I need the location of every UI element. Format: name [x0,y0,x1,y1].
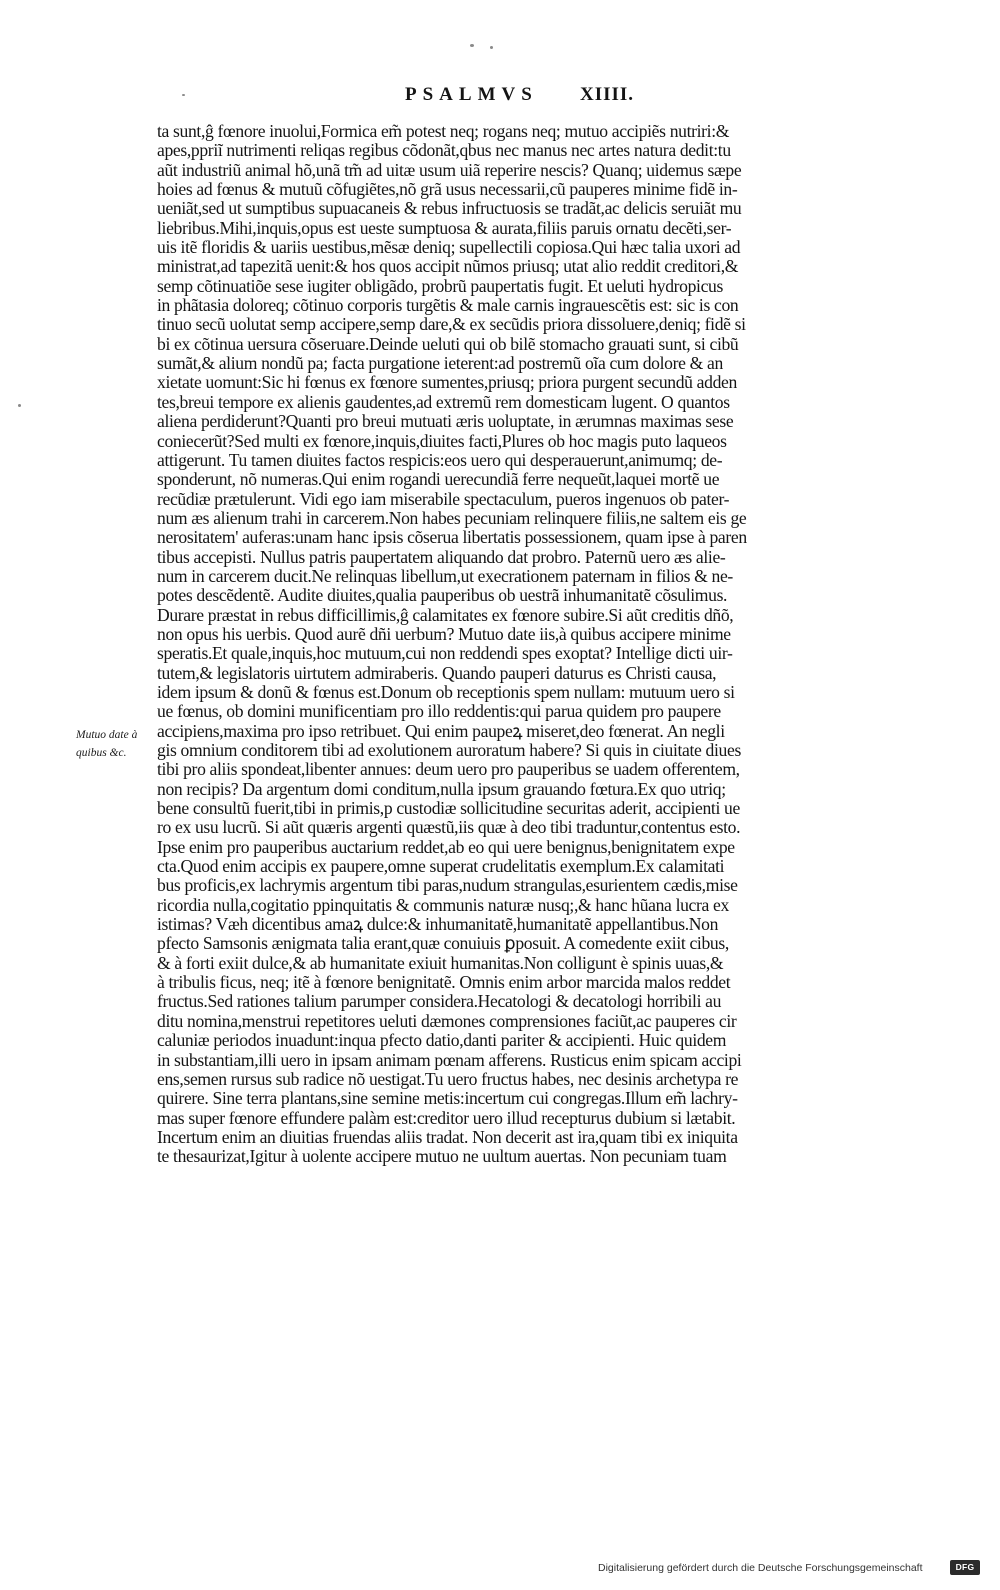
text-line: in phãtasia doloreq; cõtinuo corporis turgẽtis & male carnis ingrauescẽtis est: sic is con [157,296,739,316]
text-line: coniecerũt?Sed multi ex fœnore,inquis,diuites facti,Plures ob hoc magis puto laqueos [157,431,727,451]
text-line: uis itẽ floridis & uariis uestibus,mẽsæ deniq; supellectili copiosa.Qui hæc talia uxori ad [157,238,741,258]
scan-speck [470,44,474,47]
text-line: Incertum enim an diuitias fruendas aliis tradat. Non decerit ast ira,quam tibi ex iniquita [157,1127,738,1147]
text-line: tes,breui tempore ex alienis gaudentes,ad extremũ rem domesticam lugent. O quantos [157,392,730,412]
running-title: PSALMVS [405,84,538,105]
text-line: liebribus.Mihi,inquis,opus est ueste sumptuosa & aurata,filiis paruis ornatu decẽti,ser- [157,218,732,238]
text-line: tutem,& legislatoris uirtutem admiraberis. Quando pauperi daturus es Christi causa, [157,663,717,683]
text-line: recũdiæ prætulerunt. Vidi ego iam miserabile spectaculum, pueros ingenuos ob pater- [157,489,730,509]
marginal-note-line: Mutuo date à [76,729,138,741]
scan-speck [182,94,185,96]
text-line: sumãt,& alium nondũ pa; facta purgatione ieterent:ad postremũ oĩa cum dolore & an [157,354,723,374]
text-line: sponderunt, nõ numeras.Qui enim rogandi uerecundiã ferre nequeũt,laquei mortẽ ue [157,470,720,490]
text-line: ricordia nulla,cogitatio ppinquitatis & communis naturæ nusq;,& hanc hũana lucra ex [157,895,729,915]
text-line: Durare præstat in rebus difficillimis,ĝ calamitates ex fœnore subire.Si aũt creditis dñõ, [157,605,734,625]
text-line: ens,semen rursus sub radice nõ uestigat.Tu uero fructus habes, nec desinis archetypa re [157,1069,739,1089]
marginal-note [76,726,158,762]
text-line: hoies ad fœnus & mutuũ cõfugiẽtes,nõ grã usus necessarii,cũ pauperes minime fidẽ in- [157,180,738,200]
text-line: Ipse enim pro pauperibus auctarium reddet,ab eo qui uere benignus,benignitatem expe [157,837,735,857]
text-line: num æs alienum trahi in carcerem.Non habes pecuniam relinquere filiis,ne saltem eis ge [157,508,747,528]
text-line: ueniãt,sed ut sumptibus supuacaneis & rebus infructuosis se tradãt,ac delicis seruiãt mu [157,199,742,219]
text-line: bus proficis,ex lachrymis argentum tibi paras,nudum strangulas,esurientem cædis,mise [157,876,738,896]
digitization-credit: Digitalisierung gefördert durch die Deutsche Forschungsgemeinschaft [598,1562,923,1574]
text-line: à tribulis ficus, neq; itẽ à fœnore benignitatẽ. Omnis enim arbor marcida malos reddet [157,973,731,993]
body-text [157,122,927,1167]
text-line: in substantiam,illi uero in ipsam animam pœnam afferens. Rusticus enim spicam accipi [157,1050,742,1070]
text-line: caluniæ periodos inuadunt:inqua pfecto datio,danti pariter & accipienti. Huic quidem [157,1031,727,1051]
text-line: nerositatem' auferas:unam hanc ipsis cõserua libertatis possessionem, quam ipse à paren [157,528,747,548]
text-line: num in carcerem ducit.Ne relinquas libellum,ut execrationem paternam in filios & ne- [157,566,733,586]
scan-speck [490,46,493,49]
text-line: te thesaurizat,Igitur à uolente accipere mutuo ne uultum auertas. Non pecuniam tuam [157,1147,727,1167]
text-line: non recipis? Da argentum domi conditum,nulla ipsum grauando fœtura.Ex quo utriq; [157,779,726,799]
text-line: accipiens,maxima pro ipso retribuet. Qui enim paupeꝝ miseret,deo fœnerat. An negli [157,721,725,741]
text-line: pfecto Samsonis ænigmata talia erant,quæ conuiuis ꝑposuit. A comedente exiit cibus, [157,934,729,954]
text-line: & à forti exiit dulce,& ab humanitate exiuit humanitas.Non colligunt è spinis uuas,& [157,953,724,973]
text-line: non opus his uerbis. Quod aurẽ dñi uerbum? Mutuo date iis,à quibus accipere minime [157,624,731,644]
text-line: idem ipsum & donũ & fœnus est.Donum ob receptionis spem nullam: mutuum uero si [157,682,735,702]
text-line: fructus.Sed rationes talium parumper considera.Hecatologi & decatologi horribili au [157,992,722,1012]
text-line: bi ex cõtinua uersura cõseruare.Deinde ueluti qui ob bilẽ stomacho grauati sunt, si cibũ [157,334,739,354]
folio-number: XIIII. [580,84,635,105]
text-line: tibus accepisti. Nullus patris paupertatem aliquando dat probro. Paternũ uero æs alie- [157,547,726,567]
text-line: istimas? Væh dicentibus amaꝝ dulce:& inhumanitatẽ,humanitatẽ appellantibus.Non [157,915,719,935]
marginal-note-line: quibus &c. [76,747,127,759]
text-line: mas super fœnore effundere palàm est:creditor uero illud recepturus dubium si lætabit. [157,1108,736,1128]
text-line: ditu nomina,menstrui repetitores ueluti dæmones comprensiones faciũt,ac pauperes cir [157,1011,737,1031]
text-line: aũt industriũ animal hõ,unã tm̃ ad uitæ usum uiã reperire nescis? Quanq; uidemus sæpe [157,160,742,180]
text-line: quirere. Sine terra plantans,sine semine metis:incertum cui congregas.Illum em̃ lachry- [157,1089,738,1109]
text-line: apes,ppriĩ nutrimenti reliqas regibus cõdonãt,qbus nec manus nec artes natura dedit:tu [157,141,731,161]
text-line: ro ex usu lucrũ. Si aũt quæris argenti quæstũ,iis quæ à deo tibi traduntur,contentus esto. [157,818,741,838]
text-line: semp cõtinuatiõe sese iugiter obligãdo, probrũ paupertatis fugit. Et ueluti hydropicus [157,276,724,296]
text-line: aliena perdiderunt?Quanti pro breui mutuati æris uoluptate, in ærumnas maximas sese [157,412,734,432]
text-line: tibi pro aliis spondeat,libenter annues: deum uero pro pauperibus se uadem offerentem, [157,760,740,780]
running-header [405,84,665,112]
text-line: ta sunt,ĝ fœnore inuolui,Formica em̃ potest neq; rogans neq; mutuo accipiẽs nutriri:& [157,122,730,141]
text-line: cta.Quod enim accipis ex paupere,omne superat crudelitatis exemplum.Ex calamitati [157,857,725,877]
text-line: ministrat,ad tapezitã uenit:& hos quos accipit nũmos priusq; utat alio reddit creditori,& [157,257,739,277]
dfg-logo-icon: DFG [950,1560,980,1575]
text-line: xietate uomunt:Sic hi fœnus ex fœnore sumentes,priusq; priora purgent secundũ adden [157,373,737,393]
text-line: gis omnium conditorem tibi ad exolutionem auroratum habere? Si quis in ciuitate diues [157,741,741,760]
text-line: potes descẽdentẽ. Audite diuites,qualia pauperibus ob uestrã inhumanitatẽ cõsulimus. [157,586,728,606]
scan-speck [18,404,21,407]
text-line: ue fœnus, ob domini munificentiam pro illo reddentis:qui parua quidem pro paupere [157,702,721,722]
text-line: bene consultũ fuerit,tibi in primis,p custodiæ sollicitudine securitas aderit, accipienti ue [157,799,740,819]
text-line: attigerunt. Tu tamen diuites factos respicis:eos uero qui desperauerunt,animumq; de- [157,450,723,470]
text-line: speratis.Et quale,inquis,hoc mutuum,cui non reddendi spes exoptat? Intellige dicti uir- [157,644,733,664]
text-line: tinuo secũ uolutat semp accipere,semp dare,& ex secũdis priora dissoluere,deniq; fidẽ si [157,315,746,335]
